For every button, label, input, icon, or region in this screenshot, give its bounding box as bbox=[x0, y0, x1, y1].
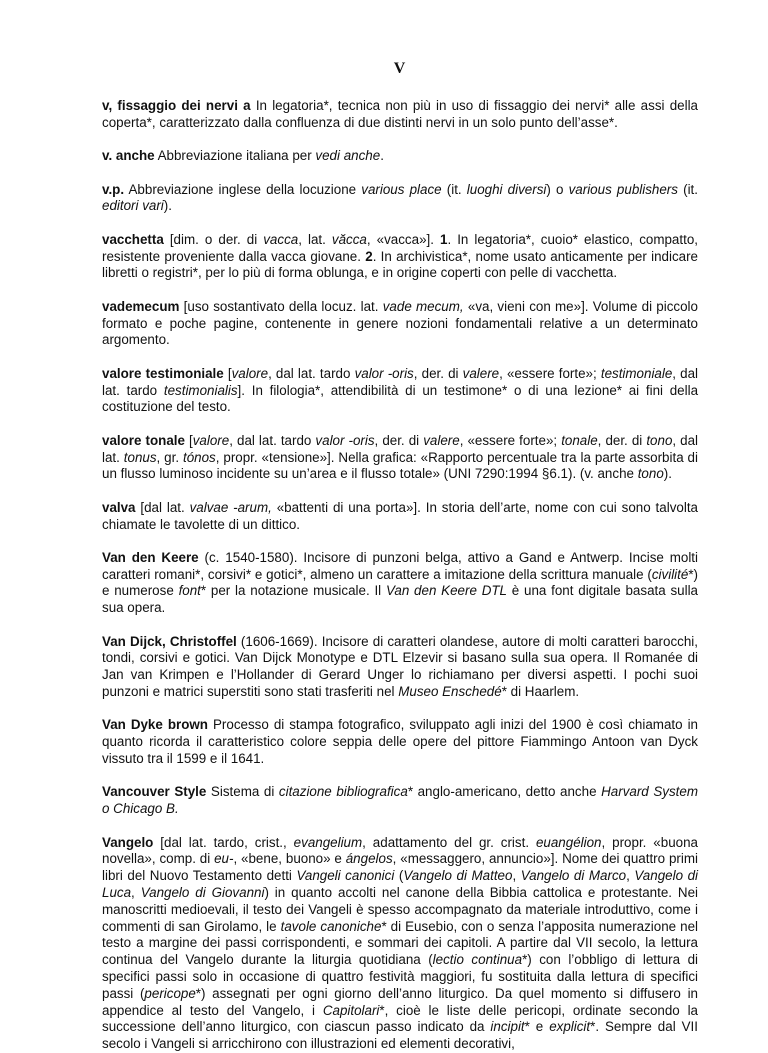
entry-text: , der. di bbox=[374, 432, 424, 448]
entry-italic-text: vedi anche bbox=[315, 148, 381, 164]
entry-italic-text: tonus bbox=[123, 449, 157, 465]
dictionary-entry bbox=[102, 784, 698, 818]
entry-italic-text: font bbox=[178, 583, 201, 599]
entry-text: . bbox=[380, 148, 384, 164]
dictionary-entry bbox=[102, 634, 698, 701]
dictionary-entry bbox=[102, 98, 698, 132]
entry-term: Vangelo bbox=[102, 834, 154, 850]
entry-italic-text: citazione bibliografica bbox=[278, 784, 408, 800]
entry-text: «va, vieni con me»]. Volume di piccolo formato e poche pagine, contenente in genere nozioni fondamentali relative a un determinato argomento. bbox=[102, 298, 698, 348]
entry-text: * e bbox=[524, 1019, 550, 1035]
entry-term: vacchetta bbox=[102, 231, 164, 247]
entry-term: Van Dyke brown bbox=[102, 717, 208, 733]
entry-italic-text: euangélion bbox=[535, 834, 602, 850]
entry-term: v. anche bbox=[102, 148, 155, 164]
entry-text: «battenti di una porta»]. In storia dell’arte, nome con cui sono talvolta chiamate le tavolette di un dittico. bbox=[102, 499, 698, 532]
entry-text: *, cioè le liste delle pericopi, ordinate secondo la successione dell’anno liturgico, con ciascun passo indicato da bbox=[102, 1002, 698, 1035]
dictionary-entry bbox=[102, 433, 698, 483]
entry-italic-text: civilité bbox=[651, 566, 689, 582]
entry-term: Van den Keere bbox=[102, 549, 199, 565]
entry-term: 1 bbox=[440, 231, 448, 247]
entry-text: , adattamento del gr. crist. bbox=[362, 834, 536, 850]
entry-text: , dal lat. tardo bbox=[229, 432, 316, 448]
entry-italic-text: valere bbox=[423, 432, 460, 448]
dictionary-entry bbox=[102, 232, 698, 282]
entry-term: Van Dijck, Christoffel bbox=[102, 633, 237, 649]
entry-italic-text: văcca bbox=[331, 231, 367, 247]
entry-text: è una font digitale basata sulla sua opera. bbox=[102, 583, 699, 616]
dictionary-entry bbox=[102, 148, 698, 165]
entry-text: , bbox=[131, 885, 141, 901]
entry-text: [dim. o der. di bbox=[163, 231, 264, 247]
entry-text: [uso sostantivato della locuz. lat. bbox=[179, 298, 383, 314]
entry-italic-text: tono bbox=[646, 432, 673, 448]
entry-text: (1606-1669). Incisore di caratteri olandese, autore di molti caratteri barocchi, tondi, corsivi e gotici. Van Dijck Monotype e DTL Elzevir si basano sulla sua opera. Il Romanée di Jan van Krimpen e l’Hollander di Gerard Unger lo richiamano per diversi aspetti. I pochi suoi punzoni e matrici superstiti sono stati trasferiti nel bbox=[102, 633, 698, 700]
entry-text: *. Sempre dal VII secolo i Vangeli si arricchirono con illustrazioni ed elementi decorativi, bbox=[102, 1019, 698, 1052]
entry-text: , «essere forte»; bbox=[499, 365, 601, 381]
entry-italic-text: valor -oris bbox=[354, 365, 414, 381]
entry-text: , «bene, buono» e bbox=[233, 851, 346, 867]
entry-italic-text: Vangelo di Luca bbox=[102, 868, 698, 901]
entry-italic-text: valere bbox=[462, 365, 500, 381]
entry-text: , «essere forte»; bbox=[459, 432, 562, 448]
entry-text: * anglo-americano, detto anche bbox=[407, 784, 602, 800]
entry-text: (c. 1540-1580). Incisore di punzoni belga, attivo a Gand e Antwerp. Incise molti caratteri romani*, corsivi* e gotici*, almeno un carattere a imitazione della scrittura manuale ( bbox=[102, 549, 699, 582]
entry-text: [dal lat. bbox=[135, 499, 190, 515]
entry-text: , dal lat. tardo bbox=[268, 365, 355, 381]
entry-term: Vancouver Style bbox=[102, 784, 207, 800]
section-letter-heading: V bbox=[393, 60, 407, 77]
entry-text: , gr. bbox=[156, 449, 183, 465]
entry-italic-text: testimonialis bbox=[163, 382, 238, 398]
entry-text: ) o bbox=[546, 181, 569, 197]
entry-text: [ bbox=[184, 432, 193, 448]
entry-italic-text: vade mecum, bbox=[382, 298, 464, 314]
entry-italic-text: lectio continua bbox=[432, 952, 523, 968]
entry-italic-text: Harvard System o Chicago B. bbox=[102, 784, 698, 817]
entry-italic-text: Vangeli canonici bbox=[296, 868, 395, 884]
entry-text: ( bbox=[394, 868, 404, 884]
dictionary-entry bbox=[102, 717, 698, 767]
dictionary-entry bbox=[102, 182, 698, 216]
entry-text: (it. bbox=[677, 181, 698, 197]
entry-italic-text: editori vari bbox=[102, 198, 164, 214]
entry-italic-text: ángelos bbox=[345, 851, 393, 867]
entry-text: ) in quanto accolti nel canone della Bibbia cattolica e protestante. Nei manoscritti medioevali, il testo dei Vangeli è spesso accompagnato da materiale introduttivo, come i commenti di san Girolamo, le bbox=[102, 885, 698, 934]
entry-italic-text: Museo Enschedé bbox=[398, 684, 502, 700]
entry-italic-text: eu- bbox=[214, 851, 234, 867]
entry-text: Abbreviazione inglese della locuzione bbox=[124, 181, 362, 197]
entry-text: Sistema di bbox=[206, 784, 279, 800]
entry-text: * per la notazione musicale. Il bbox=[200, 583, 386, 599]
entry-italic-text: Vangelo di Marco bbox=[520, 868, 627, 884]
entry-text: [dal lat. tardo, crist., bbox=[153, 834, 294, 850]
entry-text: *) assegnati per ogni giorno dell’anno liturgico. Da quel momento si diffusero in appendice al testo del Vangelo, i bbox=[102, 985, 698, 1018]
entry-italic-text: Vangelo di Giovanni bbox=[140, 885, 265, 901]
entry-italic-text: testimoniale bbox=[600, 365, 673, 381]
entry-italic-text: pericope bbox=[144, 985, 196, 1001]
entry-text: (it. bbox=[441, 181, 467, 197]
entry-italic-text: valor -oris bbox=[315, 432, 375, 448]
entry-text: * di Eusebio, con o senza l’apposita numerazione nel testo a margine dei passi corrispondenti, e sommari dei capitoli. A partire dal VII secolo, la lettura continua del Vangelo durante la liturgia quotidiana ( bbox=[102, 918, 699, 968]
entry-term: v, fissaggio dei nervi a bbox=[102, 98, 251, 113]
entry-text: In legatoria*, tecnica non più in uso di fissaggio dei nervi* alle assi della coperta*, caratterizzato dalla confluenza di due distinti nervi in un solo punto dell’asse*. bbox=[102, 98, 699, 130]
entry-text: Abbreviazione italiana per bbox=[154, 148, 316, 164]
entry-term: v.p. bbox=[102, 181, 125, 197]
entry-text: , bbox=[626, 868, 635, 884]
entry-italic-text: luoghi diversi bbox=[466, 181, 547, 197]
entry-text: , lat. bbox=[298, 231, 332, 247]
entry-term: vademecum bbox=[102, 298, 180, 314]
entry-italic-text: tonale bbox=[561, 432, 598, 448]
entry-italic-text: valore bbox=[231, 365, 269, 381]
entry-text: , dal lat. tardo bbox=[102, 365, 699, 398]
entry-text: ]. In filologia*, attendibilità di un testimone* o di una lezione* ai fini della costituzione del testo. bbox=[102, 382, 699, 415]
entry-text: . In legatoria*, cuoio* elastico, compatto, resistente proveniente dalla vacca giovane. bbox=[102, 231, 698, 264]
entry-italic-text: tavole canoniche bbox=[280, 918, 382, 934]
entry-term: 2 bbox=[365, 248, 373, 264]
entry-italic-text: valore bbox=[192, 432, 230, 448]
entry-italic-text: valvae -arum, bbox=[189, 499, 272, 515]
entry-term: valore tonale bbox=[102, 432, 185, 448]
dictionary-entry bbox=[102, 500, 698, 534]
entry-term: valva bbox=[102, 499, 136, 515]
entry-text: , der. di bbox=[413, 365, 463, 381]
entry-text: [ bbox=[223, 365, 232, 381]
entry-text: * di Haarlem. bbox=[501, 684, 580, 700]
entry-text: ). bbox=[163, 198, 172, 214]
dictionary-entry bbox=[102, 550, 698, 617]
entry-italic-text: various place bbox=[361, 181, 442, 197]
entry-italic-text: various publishers bbox=[568, 181, 678, 197]
dictionary-entry bbox=[102, 835, 698, 1053]
entry-text: , der. di bbox=[597, 432, 647, 448]
entry-italic-text: evangelium bbox=[293, 834, 363, 850]
entry-text: , propr. «tensione»]. Nella grafica: «Rapporto percentuale tra la parte assorbita di un flusso luminoso incidente su un’area e il flusso totale» (UNI 7290:1994 §6.1). (v. anche bbox=[102, 449, 698, 482]
entry-text: , propr. «buona novella», comp. di bbox=[102, 834, 698, 867]
entry-text: *) e numerose bbox=[102, 566, 698, 599]
entry-italic-text: vacca bbox=[263, 231, 299, 247]
entry-italic-text: Van den Keere DTL bbox=[385, 583, 507, 599]
entry-italic-text: Vangelo di Matteo bbox=[403, 868, 513, 884]
dictionary-entry bbox=[102, 299, 698, 349]
entry-text: . In archivistica*, nome usato anticamente per indicare libretti o registri*, per lo più di forma oblunga, e in origine coperti con pelle di vacchetta. bbox=[102, 248, 698, 281]
entry-text: , «messaggero, annuncio»]. Nome dei quattro primi libri del Nuovo Testamento detti bbox=[102, 851, 698, 884]
entry-text: , bbox=[512, 868, 521, 884]
entry-text: ). bbox=[663, 466, 672, 482]
entry-text: *) con l’obbligo di lettura di specifici passi solo in occasione di quattro festività maggiori, fu sostituita dalla lettura di specifici passi ( bbox=[102, 952, 699, 1001]
entry-italic-text: tono bbox=[637, 466, 664, 482]
entries-list bbox=[102, 98, 698, 1053]
entry-italic-text: incipit bbox=[490, 1019, 525, 1035]
entry-italic-text: explicit bbox=[549, 1019, 591, 1035]
dictionary-entry bbox=[102, 366, 698, 416]
entry-text: , «vacca»]. bbox=[366, 231, 440, 247]
entry-term: valore testimoniale bbox=[102, 365, 224, 381]
entry-italic-text: tónos bbox=[182, 449, 216, 465]
entry-text: , dal lat. bbox=[102, 432, 699, 465]
entry-text: Processo di stampa fotografico, sviluppato agli inizi del 1900 è così chiamato in quanto ricorda il caratteristico colore seppia delle opere del pittore Fiammingo Antoon van Dyck vissuto tra il 1599 e il 1641. bbox=[102, 717, 698, 767]
entry-italic-text: Capitolari bbox=[322, 1002, 380, 1018]
